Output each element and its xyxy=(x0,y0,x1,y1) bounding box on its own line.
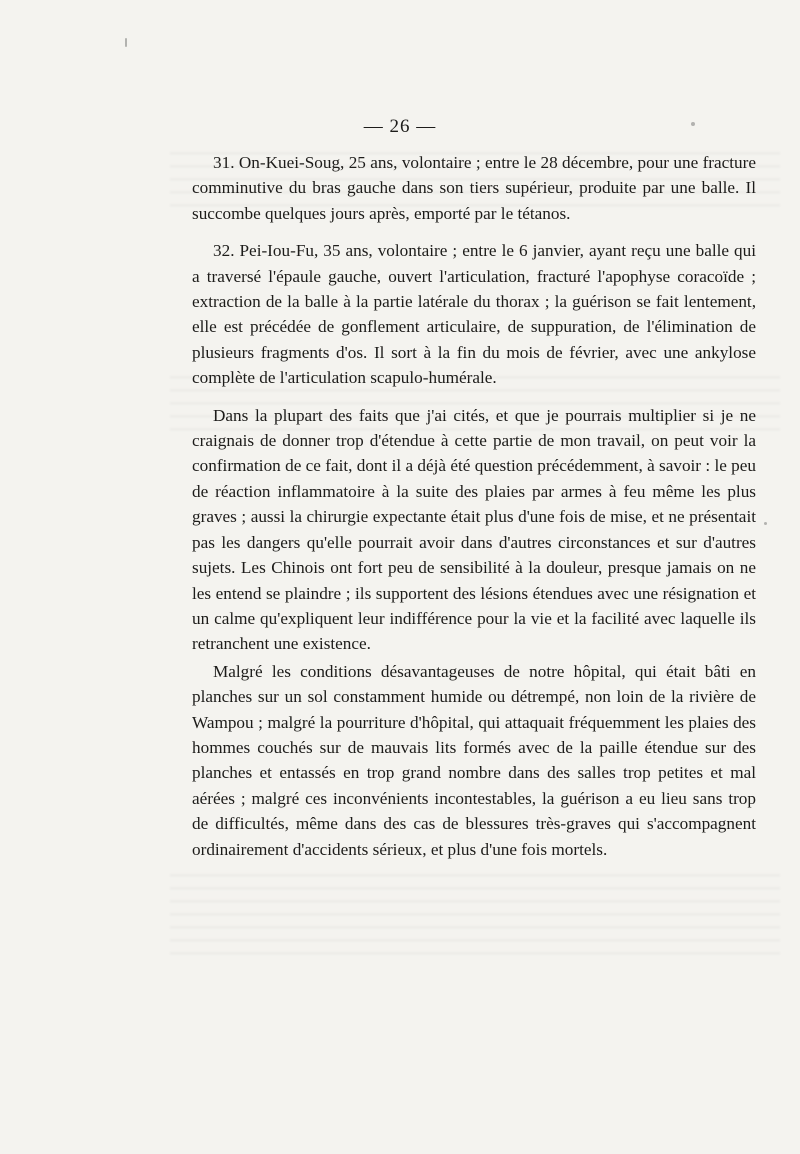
case-31-paragraph: 31. On-Kuei-Soug, 25 ans, volontaire ; entre le 28 décembre, pour une fracture comminutive du bras gauche dans son tiers supérieur, produite par une balle. Il succombe quelques jours après, emporté par le tétanos. xyxy=(192,153,756,223)
page-number: — 26 — xyxy=(363,116,437,137)
body-text xyxy=(192,150,756,862)
case-32-paragraph: 32. Pei-Iou-Fu, 35 ans, volontaire ; entre le 6 janvier, ayant reçu une balle qui a traversé l'épaule gauche, ouvert l'articulation, fracturé l'apophyse coracoïde ; extraction de la balle à la partie latérale du thorax ; la guérison se fait lentement, elle est précédée de gonflement articulaire, de suppuration, de l'élimination de plusieurs fragments d'os. Il sort à la fin du mois de février, avec une ankylose complète de l'articulation scapulo-humérale. xyxy=(192,241,756,388)
paper-speck xyxy=(764,522,767,525)
discussion-paragraph-2: Malgré les conditions désavantageuses de notre hôpital, qui était bâti en planches sur un sol constamment humide ou détrempé, non loin de la rivière de Wampou ; malgré la pourriture d'hôpital, qui attaquait fréquemment les plaies des hommes couchés sur de mauvais lits formés avec de la paille étendue sur des planches et entassés en trop grand nombre dans des salles trop petites et mal aérées ; malgré ces inconvénients incontestables, la guérison a eu lieu sans trop de difficultés, même dans des cas de blessures très-graves qui s'accompagnent ordinairement d'accidents sérieux, et plus d'une fois mortels. xyxy=(192,661,756,859)
discussion-paragraph-1: Dans la plupart des faits que j'ai cités, et que je pourrais multiplier si je ne craignais de donner trop d'étendue à cette partie de mon travail, on peut voir la confirmation de ce fait, dont il a déjà été question précédemment, à savoir : le peu de réaction inflammatoire à la suite des plaies par armes à feu même les plus graves ; aussi la chirurgie expectante était plus d'une fois de mise, et ne présentait pas les dangers qu'elle pourrait avoir dans d'autres circonstances et sur d'autres sujets. Les Chinois ont fort peu de sensibilité à la douleur, presque jamais on ne les entend se plaindre ; ils supportent des lésions étendues avec une résignation et un calme qu'expliquent leur indifférence pour la vie et la facilité avec laquelle ils retranchent une existence. xyxy=(192,405,756,654)
paper-speck xyxy=(125,38,127,47)
bleed-through-text xyxy=(170,868,780,960)
